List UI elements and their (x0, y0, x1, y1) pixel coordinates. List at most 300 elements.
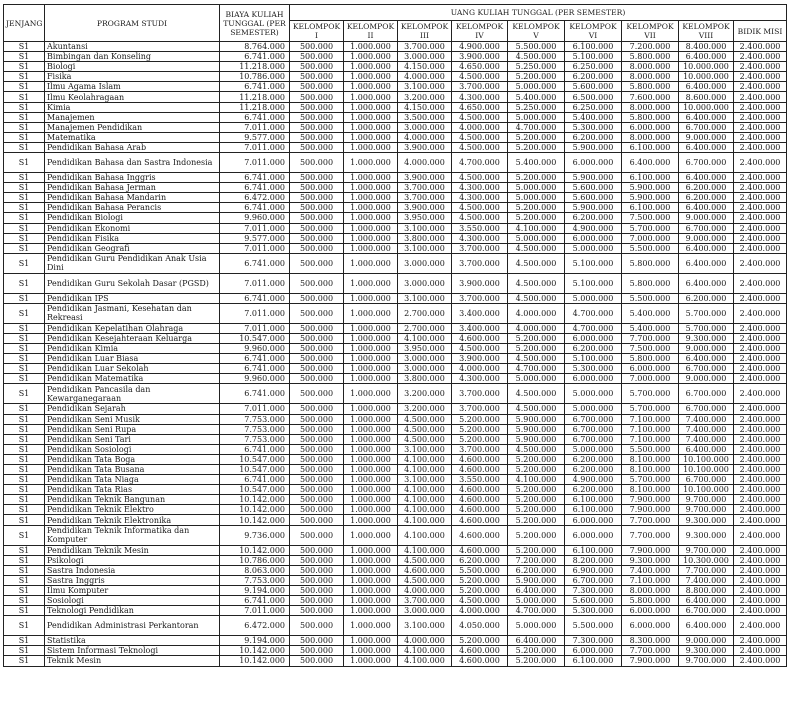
cell-kelompok-6: 5.600.000 (565, 82, 622, 92)
cell-biaya: 6.741.000 (220, 52, 290, 62)
cell-kelompok-2: 1.000.000 (344, 505, 398, 515)
cell-jenjang: S1 (4, 475, 45, 485)
cell-bidik-misi: 2.400.000 (734, 565, 787, 575)
cell-program-studi: Pendidikan Teknik Elektro (45, 505, 220, 515)
table-row (4, 203, 787, 213)
cell-kelompok-8: 10.000.000 (679, 62, 734, 72)
cell-kelompok-6: 5.000.000 (565, 293, 622, 303)
cell-kelompok-7: 5.800.000 (622, 52, 679, 62)
cell-kelompok-1: 500.000 (290, 515, 344, 525)
cell-jenjang: S1 (4, 555, 45, 565)
cell-kelompok-2: 1.000.000 (344, 62, 398, 72)
cell-jenjang: S1 (4, 122, 45, 132)
cell-kelompok-5: 5.200.000 (508, 344, 565, 354)
cell-kelompok-2: 1.000.000 (344, 233, 398, 243)
table-row (4, 243, 787, 253)
table-row (4, 333, 787, 343)
cell-kelompok-7: 8.000.000 (622, 585, 679, 595)
cell-kelompok-1: 500.000 (290, 153, 344, 173)
cell-kelompok-2: 1.000.000 (344, 203, 398, 213)
cell-bidik-misi: 2.400.000 (734, 475, 787, 485)
table-row (4, 233, 787, 243)
table-header (4, 5, 787, 42)
cell-biaya: 10.142.000 (220, 656, 290, 666)
cell-kelompok-4: 3.700.000 (452, 82, 508, 92)
cell-program-studi: Statistika (45, 636, 220, 646)
cell-kelompok-1: 500.000 (290, 585, 344, 595)
cell-kelompok-2: 1.000.000 (344, 434, 398, 444)
cell-kelompok-7: 7.100.000 (622, 434, 679, 444)
cell-biaya: 10.547.000 (220, 485, 290, 495)
table-row (4, 344, 787, 354)
cell-kelompok-8: 6.700.000 (679, 364, 734, 374)
cell-kelompok-7: 6.000.000 (622, 616, 679, 636)
cell-kelompok-1: 500.000 (290, 454, 344, 464)
cell-bidik-misi: 2.400.000 (734, 213, 787, 223)
cell-kelompok-2: 1.000.000 (344, 495, 398, 505)
cell-kelompok-3: 2.700.000 (398, 323, 452, 333)
cell-kelompok-3: 4.150.000 (398, 102, 452, 112)
table-row (4, 465, 787, 475)
cell-program-studi: Biologi (45, 62, 220, 72)
cell-kelompok-5: 5.200.000 (508, 142, 565, 152)
cell-kelompok-6: 5.000.000 (565, 444, 622, 454)
cell-bidik-misi: 2.400.000 (734, 404, 787, 414)
cell-biaya: 6.741.000 (220, 354, 290, 364)
cell-kelompok-5: 4.100.000 (508, 475, 565, 485)
table-row (4, 495, 787, 505)
table-row (4, 364, 787, 374)
table-row (4, 575, 787, 585)
cell-kelompok-8: 6.700.000 (679, 404, 734, 414)
cell-kelompok-8: 9.300.000 (679, 333, 734, 343)
cell-kelompok-1: 500.000 (290, 434, 344, 444)
cell-kelompok-2: 1.000.000 (344, 142, 398, 152)
cell-kelompok-5: 4.500.000 (508, 384, 565, 404)
cell-kelompok-4: 3.700.000 (452, 404, 508, 414)
cell-kelompok-3: 4.100.000 (398, 545, 452, 555)
cell-kelompok-6: 6.000.000 (565, 374, 622, 384)
cell-jenjang: S1 (4, 344, 45, 354)
cell-kelompok-5: 4.500.000 (508, 444, 565, 454)
cell-kelompok-5: 5.000.000 (508, 596, 565, 606)
cell-jenjang: S1 (4, 323, 45, 333)
cell-kelompok-7: 8.100.000 (622, 485, 679, 495)
cell-biaya: 10.142.000 (220, 515, 290, 525)
cell-kelompok-7: 7.100.000 (622, 414, 679, 424)
cell-kelompok-8: 10.100.000 (679, 465, 734, 475)
cell-jenjang: S1 (4, 354, 45, 364)
cell-kelompok-2: 1.000.000 (344, 333, 398, 343)
cell-kelompok-5: 5.200.000 (508, 454, 565, 464)
cell-kelompok-1: 500.000 (290, 92, 344, 102)
cell-biaya: 7.753.000 (220, 424, 290, 434)
cell-program-studi: Matematika (45, 132, 220, 142)
cell-kelompok-6: 6.100.000 (565, 42, 622, 52)
cell-jenjang: S1 (4, 444, 45, 454)
cell-kelompok-7: 6.100.000 (622, 142, 679, 152)
cell-kelompok-3: 3.800.000 (398, 374, 452, 384)
cell-kelompok-7: 5.700.000 (622, 223, 679, 233)
cell-jenjang: S1 (4, 153, 45, 173)
cell-kelompok-2: 1.000.000 (344, 465, 398, 475)
cell-bidik-misi: 2.400.000 (734, 555, 787, 565)
cell-program-studi: Pendidikan Ekonomi (45, 223, 220, 233)
cell-program-studi: Pendidikan Bahasa Perancis (45, 203, 220, 213)
cell-kelompok-2: 1.000.000 (344, 596, 398, 606)
cell-kelompok-2: 1.000.000 (344, 102, 398, 112)
cell-jenjang: S1 (4, 525, 45, 545)
cell-bidik-misi: 2.400.000 (734, 485, 787, 495)
cell-jenjang: S1 (4, 636, 45, 646)
cell-kelompok-1: 500.000 (290, 323, 344, 333)
cell-kelompok-8: 10.100.000 (679, 454, 734, 464)
cell-kelompok-5: 5.200.000 (508, 465, 565, 475)
cell-bidik-misi: 2.400.000 (734, 354, 787, 364)
cell-kelompok-5: 4.500.000 (508, 243, 565, 253)
cell-program-studi: Pendidikan Seni Musik (45, 414, 220, 424)
cell-bidik-misi: 2.400.000 (734, 364, 787, 374)
cell-kelompok-6: 5.000.000 (565, 384, 622, 404)
table-row (4, 475, 787, 485)
cell-kelompok-7: 5.700.000 (622, 404, 679, 414)
cell-kelompok-4: 4.600.000 (452, 656, 508, 666)
cell-kelompok-6: 8.200.000 (565, 555, 622, 565)
table-row (4, 52, 787, 62)
cell-kelompok-4: 5.200.000 (452, 434, 508, 444)
cell-program-studi: Pendidikan Kesejahteraan Keluarga (45, 333, 220, 343)
cell-kelompok-4: 3.700.000 (452, 444, 508, 454)
cell-kelompok-3: 3.950.000 (398, 344, 452, 354)
cell-biaya: 6.741.000 (220, 293, 290, 303)
cell-kelompok-5: 5.000.000 (508, 374, 565, 384)
cell-kelompok-5: 4.500.000 (508, 273, 565, 293)
cell-kelompok-2: 1.000.000 (344, 384, 398, 404)
cell-kelompok-6: 5.000.000 (565, 404, 622, 414)
cell-kelompok-5: 5.200.000 (508, 545, 565, 555)
cell-kelompok-5: 6.200.000 (508, 565, 565, 575)
cell-bidik-misi: 2.400.000 (734, 112, 787, 122)
cell-kelompok-4: 4.500.000 (452, 132, 508, 142)
cell-program-studi: Pendidikan Matematika (45, 374, 220, 384)
cell-kelompok-2: 1.000.000 (344, 515, 398, 525)
cell-kelompok-8: 6.700.000 (679, 606, 734, 616)
cell-kelompok-2: 1.000.000 (344, 293, 398, 303)
cell-kelompok-7: 7.000.000 (622, 374, 679, 384)
cell-program-studi: Bimbingan dan Konseling (45, 52, 220, 62)
cell-kelompok-3: 4.500.000 (398, 575, 452, 585)
cell-jenjang: S1 (4, 273, 45, 293)
cell-kelompok-3: 3.700.000 (398, 183, 452, 193)
cell-kelompok-6: 5.600.000 (565, 596, 622, 606)
cell-kelompok-6: 6.200.000 (565, 485, 622, 495)
cell-jenjang: S1 (4, 253, 45, 273)
table-row (4, 42, 787, 52)
cell-kelompok-4: 4.650.000 (452, 102, 508, 112)
tuition-table (3, 4, 787, 667)
tuition-table-document (3, 4, 783, 667)
cell-jenjang: S1 (4, 42, 45, 52)
cell-biaya: 10.547.000 (220, 454, 290, 464)
cell-kelompok-6: 6.200.000 (565, 132, 622, 142)
cell-program-studi: Pendidikan Geografi (45, 243, 220, 253)
cell-biaya: 10.786.000 (220, 555, 290, 565)
table-row (4, 303, 787, 323)
table-row (4, 142, 787, 152)
cell-kelompok-2: 1.000.000 (344, 555, 398, 565)
table-row (4, 374, 787, 384)
cell-kelompok-2: 1.000.000 (344, 122, 398, 132)
table-row (4, 585, 787, 595)
table-row (4, 444, 787, 454)
cell-kelompok-8: 6.700.000 (679, 122, 734, 132)
cell-kelompok-4: 4.900.000 (452, 42, 508, 52)
cell-jenjang: S1 (4, 565, 45, 575)
cell-kelompok-2: 1.000.000 (344, 153, 398, 173)
cell-kelompok-5: 4.700.000 (508, 606, 565, 616)
cell-kelompok-8: 7.400.000 (679, 424, 734, 434)
cell-kelompok-4: 4.500.000 (452, 344, 508, 354)
cell-program-studi: Pendidikan IPS (45, 293, 220, 303)
cell-bidik-misi: 2.400.000 (734, 545, 787, 555)
cell-kelompok-3: 4.000.000 (398, 585, 452, 595)
cell-kelompok-4: 4.600.000 (452, 505, 508, 515)
cell-bidik-misi: 2.400.000 (734, 585, 787, 595)
cell-kelompok-1: 500.000 (290, 636, 344, 646)
cell-kelompok-1: 500.000 (290, 404, 344, 414)
cell-kelompok-6: 6.900.000 (565, 565, 622, 575)
cell-program-studi: Pendidikan Administrasi Perkantoran (45, 616, 220, 636)
cell-biaya: 9.194.000 (220, 636, 290, 646)
header-kelompok-3: KELOMPOK III (398, 21, 452, 42)
cell-kelompok-3: 4.150.000 (398, 62, 452, 72)
cell-kelompok-5: 6.400.000 (508, 585, 565, 595)
cell-bidik-misi: 2.400.000 (734, 72, 787, 82)
cell-kelompok-6: 6.100.000 (565, 656, 622, 666)
cell-kelompok-8: 9.300.000 (679, 525, 734, 545)
cell-jenjang: S1 (4, 424, 45, 434)
cell-program-studi: Pendidikan Sosiologi (45, 444, 220, 454)
cell-kelompok-4: 4.500.000 (452, 72, 508, 82)
table-row (4, 555, 787, 565)
cell-kelompok-3: 4.100.000 (398, 515, 452, 525)
cell-kelompok-1: 500.000 (290, 565, 344, 575)
cell-jenjang: S1 (4, 454, 45, 464)
cell-jenjang: S1 (4, 62, 45, 72)
cell-kelompok-2: 1.000.000 (344, 354, 398, 364)
cell-kelompok-8: 7.400.000 (679, 434, 734, 444)
header-uang-kuliah-tunggal: UANG KULIAH TUNGGAL (PER SEMESTER) (290, 5, 787, 21)
cell-kelompok-2: 1.000.000 (344, 575, 398, 585)
cell-kelompok-7: 5.700.000 (622, 475, 679, 485)
cell-kelompok-7: 5.400.000 (622, 303, 679, 323)
cell-kelompok-2: 1.000.000 (344, 364, 398, 374)
table-row (4, 515, 787, 525)
cell-kelompok-8: 7.400.000 (679, 414, 734, 424)
cell-bidik-misi: 2.400.000 (734, 636, 787, 646)
cell-kelompok-5: 5.200.000 (508, 495, 565, 505)
cell-jenjang: S1 (4, 485, 45, 495)
cell-kelompok-8: 9.700.000 (679, 656, 734, 666)
cell-kelompok-6: 4.900.000 (565, 223, 622, 233)
cell-biaya: 10.142.000 (220, 505, 290, 515)
cell-program-studi: Pendidikan Seni Rupa (45, 424, 220, 434)
cell-kelompok-1: 500.000 (290, 42, 344, 52)
cell-kelompok-3: 4.000.000 (398, 132, 452, 142)
cell-kelompok-1: 500.000 (290, 475, 344, 485)
cell-kelompok-8: 9.000.000 (679, 636, 734, 646)
cell-kelompok-8: 6.400.000 (679, 616, 734, 636)
cell-jenjang: S1 (4, 404, 45, 414)
table-row (4, 636, 787, 646)
cell-kelompok-8: 9.300.000 (679, 646, 734, 656)
cell-jenjang: S1 (4, 203, 45, 213)
cell-kelompok-2: 1.000.000 (344, 606, 398, 616)
table-row (4, 102, 787, 112)
cell-jenjang: S1 (4, 223, 45, 233)
cell-kelompok-2: 1.000.000 (344, 414, 398, 424)
cell-kelompok-5: 5.000.000 (508, 82, 565, 92)
cell-kelompok-4: 5.200.000 (452, 424, 508, 434)
cell-kelompok-2: 1.000.000 (344, 444, 398, 454)
cell-program-studi: Ilmu Komputer (45, 585, 220, 595)
cell-kelompok-3: 3.000.000 (398, 364, 452, 374)
cell-program-studi: Pendidikan Teknik Elektronika (45, 515, 220, 525)
cell-kelompok-4: 4.600.000 (452, 485, 508, 495)
cell-kelompok-8: 7.400.000 (679, 575, 734, 585)
cell-kelompok-2: 1.000.000 (344, 52, 398, 62)
cell-kelompok-3: 4.500.000 (398, 555, 452, 565)
cell-kelompok-5: 4.500.000 (508, 293, 565, 303)
cell-biaya: 9.960.000 (220, 213, 290, 223)
cell-kelompok-4: 3.900.000 (452, 52, 508, 62)
cell-biaya: 11.218.000 (220, 92, 290, 102)
cell-kelompok-5: 5.200.000 (508, 213, 565, 223)
cell-bidik-misi: 2.400.000 (734, 434, 787, 444)
cell-kelompok-1: 500.000 (290, 112, 344, 122)
table-row (4, 414, 787, 424)
cell-kelompok-3: 3.800.000 (398, 233, 452, 243)
table-row (4, 72, 787, 82)
table-row (4, 354, 787, 364)
header-kelompok-8: KELOMPOK VIII (679, 21, 734, 42)
cell-kelompok-1: 500.000 (290, 525, 344, 545)
cell-bidik-misi: 2.400.000 (734, 42, 787, 52)
cell-program-studi: Sastra Indonesia (45, 565, 220, 575)
cell-kelompok-2: 1.000.000 (344, 424, 398, 434)
cell-kelompok-3: 2.700.000 (398, 303, 452, 323)
cell-kelompok-6: 6.500.000 (565, 92, 622, 102)
cell-biaya: 10.786.000 (220, 72, 290, 82)
cell-bidik-misi: 2.400.000 (734, 323, 787, 333)
cell-kelompok-1: 500.000 (290, 444, 344, 454)
cell-kelompok-5: 5.200.000 (508, 173, 565, 183)
cell-bidik-misi: 2.400.000 (734, 122, 787, 132)
cell-kelompok-4: 4.500.000 (452, 203, 508, 213)
cell-kelompok-4: 3.700.000 (452, 253, 508, 273)
cell-biaya: 7.753.000 (220, 434, 290, 444)
cell-kelompok-7: 8.000.000 (622, 72, 679, 82)
cell-bidik-misi: 2.400.000 (734, 444, 787, 454)
header-program-studi: PROGRAM STUDI (45, 5, 220, 42)
cell-kelompok-1: 500.000 (290, 303, 344, 323)
cell-kelompok-3: 3.100.000 (398, 223, 452, 233)
cell-program-studi: Pendidikan Kimia (45, 344, 220, 354)
cell-kelompok-6: 5.900.000 (565, 173, 622, 183)
cell-biaya: 6.741.000 (220, 183, 290, 193)
cell-biaya: 11.218.000 (220, 102, 290, 112)
cell-kelompok-2: 1.000.000 (344, 485, 398, 495)
cell-kelompok-8: 6.400.000 (679, 112, 734, 122)
cell-kelompok-5: 5.000.000 (508, 233, 565, 243)
cell-bidik-misi: 2.400.000 (734, 183, 787, 193)
cell-biaya: 6.741.000 (220, 203, 290, 213)
cell-kelompok-5: 5.200.000 (508, 505, 565, 515)
cell-kelompok-8: 6.400.000 (679, 203, 734, 213)
cell-kelompok-3: 3.700.000 (398, 596, 452, 606)
cell-kelompok-2: 1.000.000 (344, 92, 398, 102)
cell-kelompok-2: 1.000.000 (344, 303, 398, 323)
table-row (4, 505, 787, 515)
cell-jenjang: S1 (4, 596, 45, 606)
cell-kelompok-3: 3.100.000 (398, 475, 452, 485)
cell-kelompok-4: 4.600.000 (452, 333, 508, 343)
cell-kelompok-7: 7.900.000 (622, 505, 679, 515)
cell-biaya: 6.741.000 (220, 364, 290, 374)
cell-kelompok-4: 3.550.000 (452, 475, 508, 485)
cell-kelompok-8: 6.400.000 (679, 142, 734, 152)
cell-kelompok-3: 3.100.000 (398, 616, 452, 636)
cell-kelompok-5: 5.200.000 (508, 656, 565, 666)
cell-jenjang: S1 (4, 505, 45, 515)
table-row (4, 273, 787, 293)
cell-kelompok-2: 1.000.000 (344, 374, 398, 384)
cell-program-studi: Pendidikan Tata Boga (45, 454, 220, 464)
cell-bidik-misi: 2.400.000 (734, 82, 787, 92)
cell-kelompok-8: 9.700.000 (679, 505, 734, 515)
cell-kelompok-3: 3.100.000 (398, 293, 452, 303)
cell-kelompok-8: 9.700.000 (679, 495, 734, 505)
cell-kelompok-2: 1.000.000 (344, 404, 398, 414)
cell-kelompok-8: 6.400.000 (679, 253, 734, 273)
header-kelompok-6: KELOMPOK VI (565, 21, 622, 42)
cell-kelompok-7: 8.300.000 (622, 636, 679, 646)
cell-kelompok-4: 4.500.000 (452, 142, 508, 152)
cell-kelompok-6: 5.000.000 (565, 243, 622, 253)
header-kelompok-1: KELOMPOK I (290, 21, 344, 42)
cell-kelompok-1: 500.000 (290, 575, 344, 585)
cell-biaya: 9.960.000 (220, 374, 290, 384)
cell-biaya: 6.741.000 (220, 475, 290, 485)
cell-kelompok-5: 5.900.000 (508, 424, 565, 434)
cell-kelompok-4: 3.900.000 (452, 273, 508, 293)
cell-kelompok-2: 1.000.000 (344, 132, 398, 142)
cell-kelompok-3: 3.000.000 (398, 52, 452, 62)
cell-program-studi: Pendidikan Guru Sekolah Dasar (PGSD) (45, 273, 220, 293)
cell-kelompok-5: 5.500.000 (508, 42, 565, 52)
cell-kelompok-6: 6.250.000 (565, 102, 622, 112)
cell-biaya: 6.741.000 (220, 173, 290, 183)
cell-jenjang: S1 (4, 213, 45, 223)
cell-kelompok-6: 5.300.000 (565, 122, 622, 132)
cell-jenjang: S1 (4, 515, 45, 525)
table-row (4, 112, 787, 122)
cell-kelompok-8: 10.000.000 (679, 102, 734, 112)
cell-program-studi: Pendidikan Sejarah (45, 404, 220, 414)
cell-kelompok-4: 4.000.000 (452, 364, 508, 374)
cell-kelompok-4: 4.000.000 (452, 606, 508, 616)
cell-kelompok-7: 6.400.000 (622, 153, 679, 173)
